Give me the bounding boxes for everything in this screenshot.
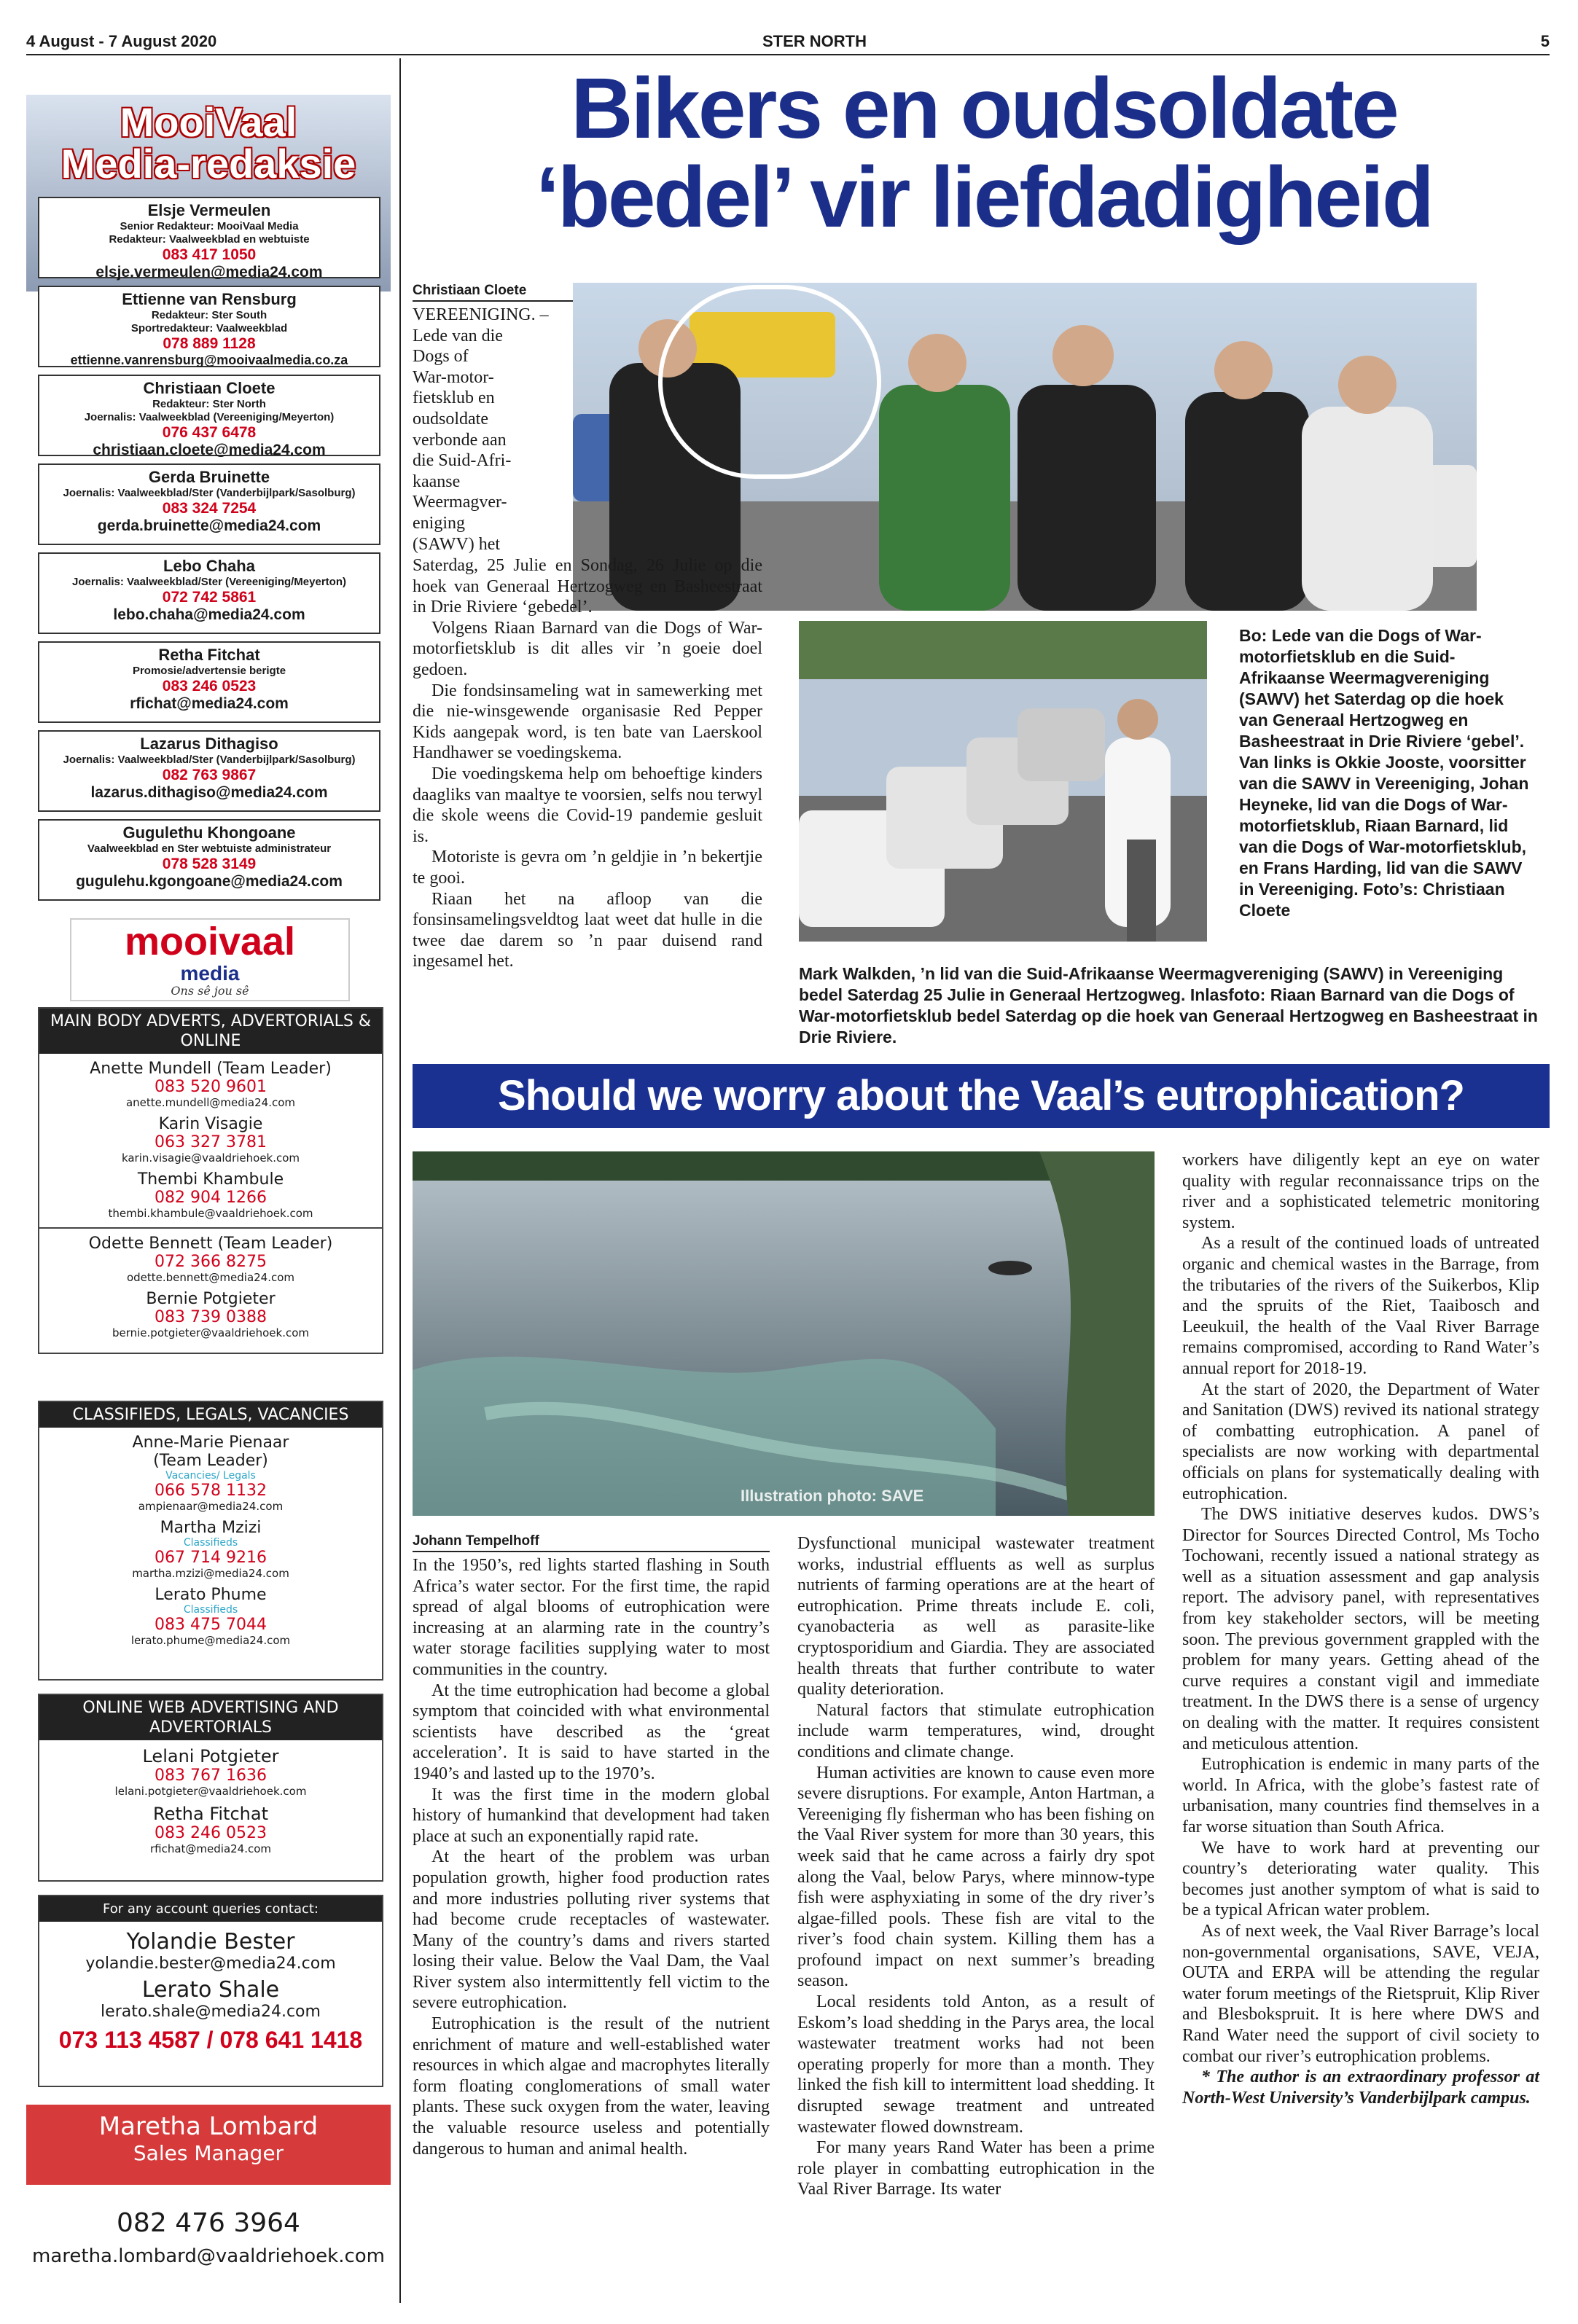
box-header: CLASSIFIEDS, LEGALS, VACANCIES: [39, 1402, 382, 1428]
article1-intro: [413, 305, 566, 555]
editor-card: Gerda Bruinette Joernalis: Vaalweekblad/Ster (Vanderbijlpark/Sasolburg) 083 324 7254 gerda.bruinette@media24.com: [38, 463, 380, 545]
author-note: * The author is an extraordinary professor at North-West University’s Vanderbijlpark campus.: [1182, 2067, 1539, 2108]
main-body-adverts-box: MAIN BODY ADVERTS, ADVERTORIALS & ONLINE Anette Mundell (Team Leader) 083 520 9601 anette.mundell@media24.com Karin Visagie 063 327 3781 karin.visagie@vaaldriehoek.com Thembi Khambule 082 904 1266 thembi.khambule@vaaldriehoek.com Odette Bennett (Team Leader) 072 366 8275 odette.bennett@media24.com Bernie Potgieter 083 739 0388 bernie.potgieter@vaaldriehoek.com: [38, 1007, 383, 1354]
paragraph: As of next week, the Vaal River Barrage’s local non-governmental organisations, SAVE, VEJA, OUTA and ERPA will be attending the regular water forum meetings of the Rietspruit, Klip River and Blesbokspruit. It is here where DWS and Rand Water need the support of civil society to combat our river’s eutrophication problems.: [1182, 1921, 1539, 2066]
paragraph: At the start of 2020, the Department of Water and Sanitation (DWS) revived its national strategy of combatting eutrophication. A panel of specialists are now working with departmental officials on plans for systematically dealing with eutrophication.: [1182, 1380, 1539, 1503]
article2-byline-block: [413, 1533, 770, 1552]
paragraph: Die fondsinsameling wat in samewerking met die nie-winsgewende organisasie Red Pepper Kids aangepak word, is ten bate van Laerskool Handhawer se voedingskema.: [413, 681, 762, 763]
intro-line: fietsklub en: [413, 388, 495, 408]
river-photo-illustration: [413, 1151, 1155, 1516]
intro-line: oudsoldate: [413, 409, 488, 429]
intro-line: Lede van die: [413, 326, 503, 345]
photo-caption-bottom: Mark Walkden, ’n lid van die Suid-Afrikaanse Weermagvereniging (SAWV) in Vereeniging bedel Saterdag 25 Julie in Generaal Hertzogweg. Inlasfoto: Riaan Barnard van die Dogs of War-motorfietsklub bedel Saterdag op die hoek van Generaal Hertzogweg en Basheestraat in Drie Riviere.: [799, 964, 1538, 1046]
article1-body: [413, 555, 762, 972]
box-header: MAIN BODY ADVERTS, ADVERTORIALS & ONLINE: [39, 1009, 382, 1054]
paragraph: We have to work hard at preventing our country’s deteriorating water quality. This becomes just another symptom of what is said to be a typical African water problem.: [1182, 1838, 1539, 1920]
paragraph: Human activities are known to cause even more severe disruptions. For example, Anton Hartman, a Vereeniging fly fisherman who has been fishing on the Vaal River system for more than 30 years, this week said that he came across a fairly dry spot along the Vaal, below Parys, where minnow-type fish were asphyxiating in some of the dry river’s algae-filled pools. These fish are vital to the river’s food chain system. Killing them has a profound impact on next summer’s breading season.: [797, 1763, 1155, 1991]
editor-card: Retha Fitchat Promosie/advertensie berigte 083 246 0523 rfichat@media24.com: [38, 641, 380, 723]
photo-caption-right: Bo: Lede van die Dogs of War-motorfietsklub en die Suid-Afrikaanse Weermagvereniging (SAWV) het Saterdag op die hoek van Generaal Hertzogweg en Basheestraat in Drie Riviere ‘gebel’. Van links is Okkie Jooste, voorsitter van die SAWV in Vereeniging, Johan Heyneke, lid van die Dogs of War-motorfietsklub, Riaan Barnard, lid van die Dogs of War-motorfietsklub, en Frans Harding, lid van die SAWV in Vereeniging. Foto’s: Christiaan Cloete: [1239, 626, 1529, 920]
page-number: 5: [1540, 32, 1550, 50]
article2-column2: [797, 1533, 1155, 2200]
intro-line: (SAWV) het: [413, 534, 501, 554]
intro-line: eniging: [413, 513, 465, 533]
intro-line: verbonde aan: [413, 430, 507, 450]
paragraph: Volgens Riaan Barnard van die Dogs of War-motorfietsklub is dit alles vir ’n goeie doel gedoen.: [413, 618, 762, 679]
sales-manager-contact: 082 476 3964 maretha.lombard@vaaldriehoek.com: [32, 2208, 385, 2267]
article2-column3: [1182, 1150, 1539, 2108]
mark-walkden-photo: [799, 621, 1207, 942]
photo-credit: Illustration photo: SAVE: [741, 1487, 924, 1505]
article1-headline: Bikers en oudsoldate ‘bedel’ vir liefdadigheid: [536, 60, 1432, 246]
paragraph: Eutrophication is the result of the nutrient enrichment of mature and well-established water resources in which algae and macrophytes literally form floating conglomerations of small water plants. These suck oxygen from the water, leaving the valuable resource useless and potentially dangerous to human and animal health.: [413, 2014, 770, 2159]
box-header: For any account queries contact:: [39, 1896, 382, 1922]
paragraph: Local residents told Anton, as a result of Eskom’s load shedding in the Parys area, the local wastewater treatment works had not been operating properly for more than a month. They linked the fish kill to intermittent load shedding. It disrupted sewage treatment and untreated wastewater flowed downstream.: [797, 1992, 1155, 2137]
masthead-line2: Media-redaksie: [60, 141, 356, 187]
header-rule: [26, 54, 1550, 55]
editor-card: Lazarus Dithagiso Joernalis: Vaalweekblad/Ster (Vanderbijlpark/Sasolburg) 082 763 9867 lazarus.dithagiso@media24.com: [38, 730, 380, 812]
paragraph: Saterdag, 25 Julie en Sondag, 26 Julie op die hoek van Generaal Hertzogweg en Basheestraat in Drie Riviere ‘gebedel’.: [413, 556, 762, 617]
classifieds-box: CLASSIFIEDS, LEGALS, VACANCIES Anne-Marie Pienaar (Team Leader) Vacancies/ Legals 066 578 1132 ampienaar@media24.com Martha Mzizi Classifieds 067 714 9216 martha.mzizi@media24.com Lerato Phume Classifieds 083 475 7044 lerato.phume@media24.com: [38, 1401, 383, 1681]
sales-manager-banner: Maretha Lombard Sales Manager: [26, 2105, 391, 2185]
vaal-eutrophication-photo: [413, 1151, 1155, 1516]
intro-line: Dogs of: [413, 347, 469, 367]
intro-line: VEREENIGING. –: [413, 305, 549, 324]
article2-byline: Johann Tempelhoff: [413, 1533, 770, 1552]
editor-card: Christiaan Cloete Redakteur: Ster North Joernalis: Vaalweekblad (Vereeniging/Meyerton) 076 437 6478 christiaan.cloete@media24.com: [38, 375, 380, 456]
intro-line: War-motor-: [413, 367, 494, 387]
paragraph: It was the first time in the modern global history of humankind that development had taken place at such an exponentially rapid rate.: [413, 1785, 770, 1846]
paragraph: Riaan het na afloop van die fonsinsamelingsveldtog laat weet dat hulle in die twee dae darem so ’n paar duisend rand ingesamel het.: [413, 889, 762, 971]
column-divider: [399, 58, 401, 2303]
sidebar: [26, 95, 391, 2303]
online-advertising-box: ONLINE WEB ADVERTISING AND ADVERTORIALS Lelani Potgieter 083 767 1636 lelani.potgieter@vaaldriehoek.com Retha Fitchat 083 246 0523 rfichat@media24.com: [38, 1694, 383, 1882]
paragraph: As a result of the continued loads of untreated organic and chemical wastes in the Barrage, from the tributaries of the rivers of the Suikerbos, Klip and the spruits of the Riet, Taaibosch and Leeukuil, the health of the Vaal River Barrage remains compromised, according to Rand Water’s annual report for 2018-19.: [1182, 1234, 1539, 1378]
editor-card: Elsje Vermeulen Senior Redakteur: MooiVaal Media Redakteur: Vaalweekblad en webtuiste 083 417 1050 elsje.vermeulen@media24.com: [38, 197, 380, 278]
article1-byline: Christiaan Cloete: [413, 283, 609, 302]
editor-card: Gugulethu Khongoane Vaalweekblad en Ster webtuiste administrateur 078 528 3149 gugulehu.kgongoane@media24.com: [38, 819, 380, 901]
paragraph: The DWS initiative deserves kudos. DWS’s Director for Sources Directed Control, Ms Tocho Tochowani, recently issued a national strategy as well as a situation assessment and gap analysis report. The advisory panel, with representatives from key stakeholder sectors, will be meeting soon. The previous government grappled with the problem for many years. Getting ahead of the curve requires a constant vigil and immediate treatment. In the DWS there is a sense of urgency on dealing with the matter. It requires consistent and meticulous attention.: [1182, 1505, 1539, 1753]
editor-card: Lebo Chaha Joernalis: Vaalweekblad/Ster (Vereeniging/Meyerton) 072 742 5861 lebo.chaha@media24.com: [38, 552, 380, 634]
paragraph: Motoriste is gevra om ’n geldjie in ’n bekertjie te gooi.: [413, 848, 762, 888]
article2-headline: Should we worry about the Vaal’s eutrophication?: [413, 1064, 1550, 1128]
issue-date: 4 August - 7 August 2020: [26, 32, 217, 50]
article2-column1: [413, 1555, 770, 2159]
intro-line: die Suid-Afri-: [413, 451, 512, 471]
masthead-line1: MooiVaal: [120, 99, 297, 145]
paragraph: At the heart of the problem was urban population growth, higher food production rates and more industries polluting river systems that had become crude receptacles of wastewater. Many of the country’s dams and rivers started losing their value. Below the Vaal Dam, the Vaal River system also intermittently fell victim to the severe eutrophication.: [413, 1847, 770, 2013]
publication-title: STER NORTH: [762, 32, 867, 50]
box-header: ONLINE WEB ADVERTISING AND ADVERTORIALS: [39, 1695, 382, 1740]
account-queries-box: For any account queries contact: Yolandie Bester yolandie.bester@media24.com Lerato Shale lerato.shale@media24.com 073 113 4587 / 078 641 1418: [38, 1895, 383, 2087]
intro-line: Weermagver-: [413, 493, 507, 512]
editor-card: Ettienne van Rensburg Redakteur: Ster South Sportredakteur: Vaalweekblad 078 889 1128 ettienne.vanrensburg@mooivaalmedia.co.za: [38, 286, 380, 367]
paragraph: workers have diligently kept an eye on water quality with regular reconnaissance trips on the river and a sophisticated telemetric monitoring system.: [1182, 1151, 1539, 1232]
traffic-photo-illustration: [799, 621, 1207, 942]
mooivaal-media-logo: mooivaal media Ons sê jou sê: [70, 918, 350, 1001]
paragraph: Dysfunctional municipal wastewater treatment works, industrial effluents as well as surplus nutrients of farming operations are at the heart of eutrophication. Prime threats include E. coli, cyanobacteria as well as parasite-like cryptosporidium and Giardia. They are associated health threats that further contribute to water quality deterioration.: [797, 1534, 1155, 1699]
paragraph: In the 1950’s, red lights started flashing in South Africa’s water sector. For the first time, the rapid spread of algal blooms of eutrophication were increasing at an alarming rate in the country’s water storage facilities supplying water to most communities in the country.: [413, 1556, 770, 1679]
intro-line: kaanse: [413, 472, 461, 491]
paragraph: For many years Rand Water has been a prime role player in combatting eutrophication in the Vaal River Barrage. Its water: [797, 2138, 1155, 2199]
paragraph: Die voedingskema help om behoeftige kinders daagliks van maaltye te voorsien, selfs nou terwyl die skole weens die Covid-19 pandemie gesluit is.: [413, 764, 762, 846]
paragraph: Eutrophication is endemic in many parts of the world. In Africa, with the globe’s fastest rate of urbanisation, many countries find themselves in a far worse situation than South Africa.: [1182, 1755, 1539, 1836]
paragraph: At the time eutrophication had become a global symptom that coincided with what environmental scientists have described as the ‘great acceleration’. It is said to have started in the 1940’s and lasted up to the 1970’s.: [413, 1681, 770, 1783]
paragraph: Natural factors that stimulate eutrophication include warm temperatures, wind, drought conditions and climate change.: [797, 1700, 1155, 1761]
